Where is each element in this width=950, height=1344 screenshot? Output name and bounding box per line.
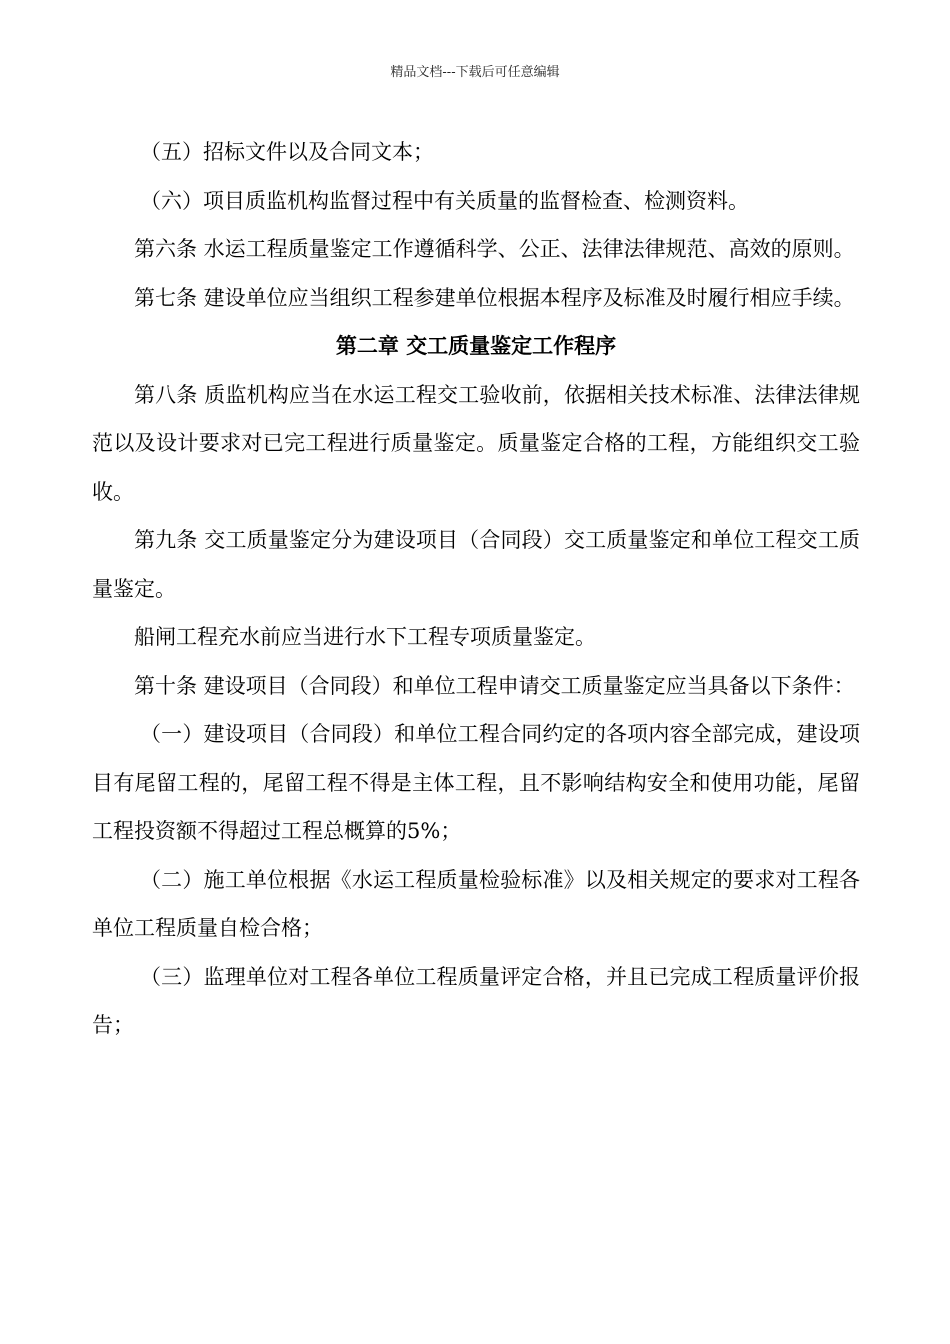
paragraph-condition-1: （一）建设项目（合同段）和单位工程合同约定的各项内容全部完成，建设项目有尾留工程的，尾留工程不得是主体工程，且不影响结构安全和使用功能，尾留工程投资额不得超过工程总概算的5%； (92, 722, 860, 843)
page-header: 精品文档---下载后可任意编辑 (390, 65, 560, 80)
paragraph-item-6: （六）项目质监机构监督过程中有关质量的监督检查、检测资料。 (140, 188, 749, 213)
paragraph-condition-2: （二）施工单位根据《水运工程质量检验标准》以及相关规定的要求对工程各单位工程质量自检合格； (92, 867, 860, 940)
paragraph-lock-note: 船闸工程充水前应当进行水下工程专项质量鉴定。 (134, 625, 596, 649)
paragraph-article-6: 第六条 水运工程质量鉴定工作遵循科学、公正、法律法律规范、高效的原则。 (134, 237, 855, 261)
paragraph-article-10: 第十条 建设项目（合同段）和单位工程申请交工质量鉴定应当具备以下条件： (134, 673, 855, 698)
document-body (92, 128, 860, 1050)
paragraph-article-7: 第七条 建设单位应当组织工程参建单位根据本程序及标准及时履行相应手续。 (134, 285, 855, 310)
paragraph-article-8: 第八条 质监机构应当在水运工程交工验收前，依据相关技术标准、法律法律规范以及设计要求对已完工程进行质量鉴定。质量鉴定合格的工程，方能组织交工验收。 (92, 382, 860, 504)
paragraph-article-9: 第九条 交工质量鉴定分为建设项目（合同段）交工质量鉴定和单位工程交工质量鉴定。 (92, 528, 860, 601)
paragraph-condition-3: （三）监理单位对工程各单位工程质量评定合格，并且已完成工程质量评价报告； (92, 964, 860, 1037)
chapter-heading: 第二章 交工质量鉴定工作程序 (335, 333, 617, 358)
paragraph-item-5: （五）招标文件以及合同文本； (140, 140, 434, 164)
